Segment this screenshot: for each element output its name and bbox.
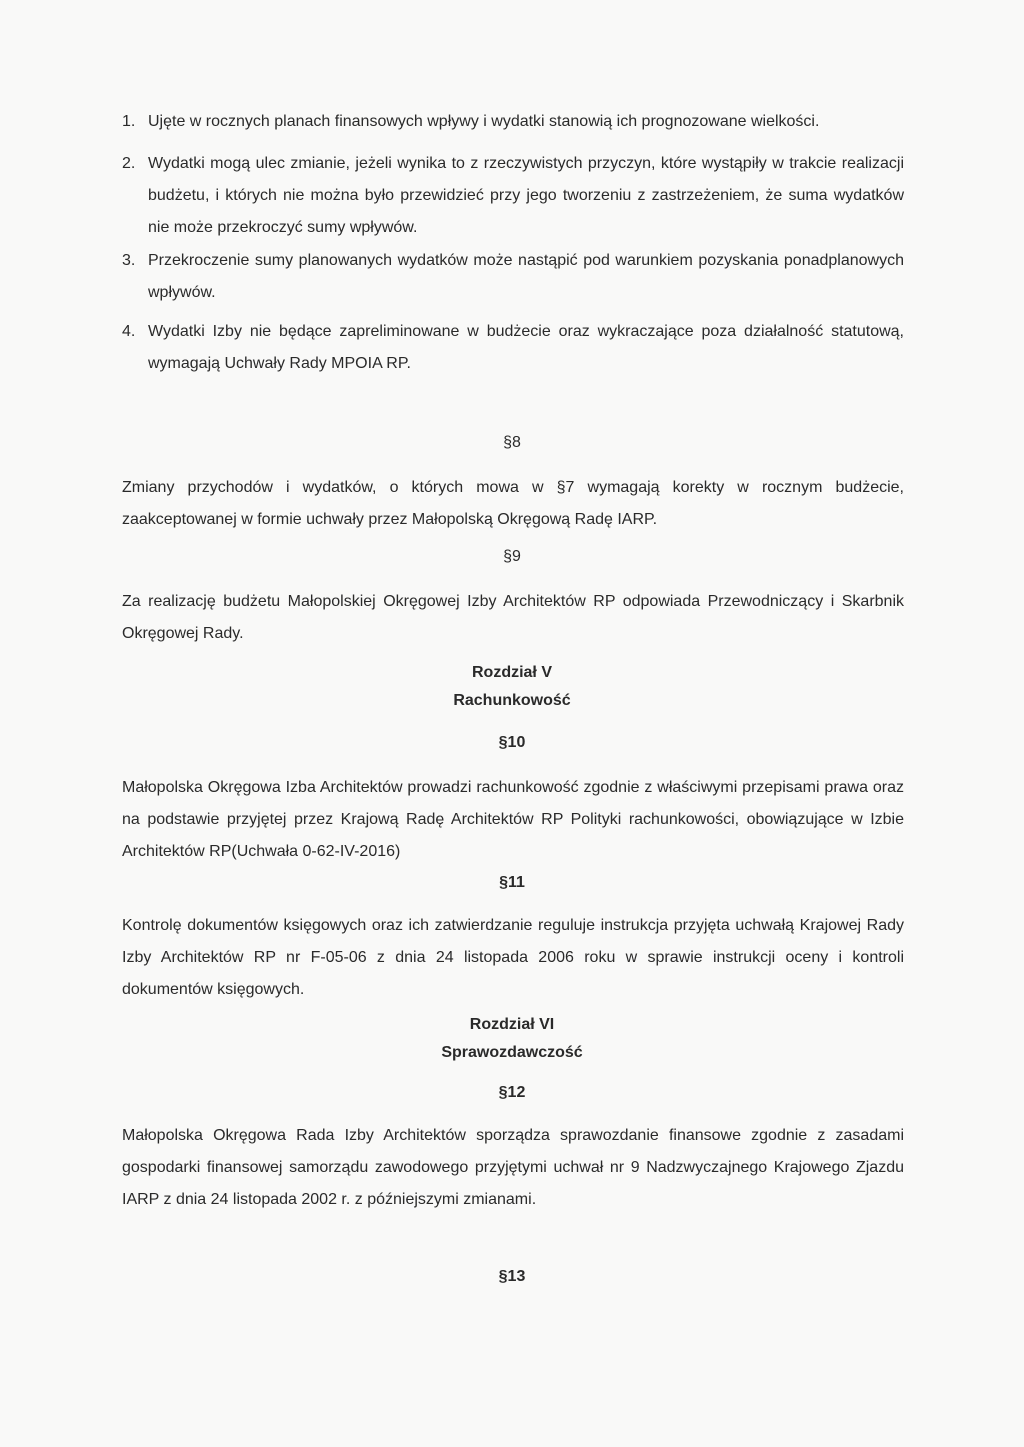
section-10-heading: §10 [498, 734, 526, 751]
numbered-list-item-4-wrap [122, 316, 904, 380]
section-11-text: Kontrolę dokumentów księgowych oraz ich zatwierdzanie reguluje instrukcja przyjęta uchwałą Krajowej Rady Izby Architektów RP nr F-05-06 z dnia 24 listopada 2006 roku w sprawie instrukcji oceny i kontroli dokumentów księgowych. [122, 917, 904, 998]
chapter-5-title: Rozdział V [471, 664, 552, 681]
section-12-heading: §12 [498, 1084, 526, 1101]
section-12-text: Małopolska Okręgowa Rada Izby Architektów sporządza sprawozdanie finansowe zgodnie z zasadami gospodarki finansowej samorządu zawodowego przyjętymi uchwał nr 9 Nadzwyczajnego Krajowego Zjazdu IARP z dnia 24 listopada 2002 r. z późniejszymi zmianami. [122, 1127, 904, 1208]
list-item [122, 106, 904, 138]
list-item-text: Ujęte w rocznych planach finansowych wpływy i wydatki stanowią ich prognozowane wielkości. [148, 113, 820, 130]
section-11-heading: §11 [499, 874, 525, 891]
list-item-number: 3. [122, 252, 136, 269]
numbered-list-item-2-wrap [122, 148, 904, 244]
chapter-5-subtitle: Rachunkowość [453, 692, 571, 709]
list-item-number: 2. [122, 155, 136, 172]
section-8-heading: §8 [503, 434, 521, 451]
section-9-heading: §9 [503, 548, 521, 565]
numbered-list [122, 106, 904, 138]
numbered-list-item-3-wrap [122, 245, 904, 309]
list-item-text: Wydatki mogą ulec zmianie, jeżeli wynika to z rzeczywistych przyczyn, które wystąpiły w trakcie realizacji budżetu, i których nie można było przewidzieć przy jego tworzeniu z zastrzeżeniem, że suma wydatków nie może przekroczyć sumy wpływów. [148, 155, 904, 236]
chapter-6-title: Rozdział VI [469, 1016, 555, 1033]
section-13-heading: §13 [498, 1268, 526, 1285]
section-10-text: Małopolska Okręgowa Izba Architektów prowadzi rachunkowość zgodnie z właściwymi przepisami prawa oraz na podstawie przyjętej przez Krajową Radę Architektów RP Polityki rachunkowości, obowiązujące w Izbie Architektów RP(Uchwała 0-62-IV-2016) [122, 779, 904, 860]
list-item-text: Wydatki Izby nie będące zapreliminowane w budżecie oraz wykraczające poza działalność statutową, wymagają Uchwały Rady MPOIA RP. [148, 323, 904, 372]
section-9-text: Za realizację budżetu Małopolskiej Okręgowej Izby Architektów RP odpowiada Przewodniczący i Skarbnik Okręgowej Rady. [122, 593, 904, 642]
list-item [122, 148, 904, 244]
list-item-number: 4. [122, 323, 136, 340]
section-8-text: Zmiany przychodów i wydatków, o których mowa w §7 wymagają korekty w rocznym budżecie, zaakceptowanej w formie uchwały przez Małopolską Okręgową Radę IARP. [122, 479, 904, 528]
chapter-6-subtitle: Sprawozdawczość [441, 1044, 583, 1061]
list-item [122, 316, 904, 380]
list-item-number: 1. [122, 113, 136, 130]
list-item-text: Przekroczenie sumy planowanych wydatków może nastąpić pod warunkiem pozyskania ponadplanowych wpływów. [148, 252, 904, 301]
list-item [122, 245, 904, 309]
